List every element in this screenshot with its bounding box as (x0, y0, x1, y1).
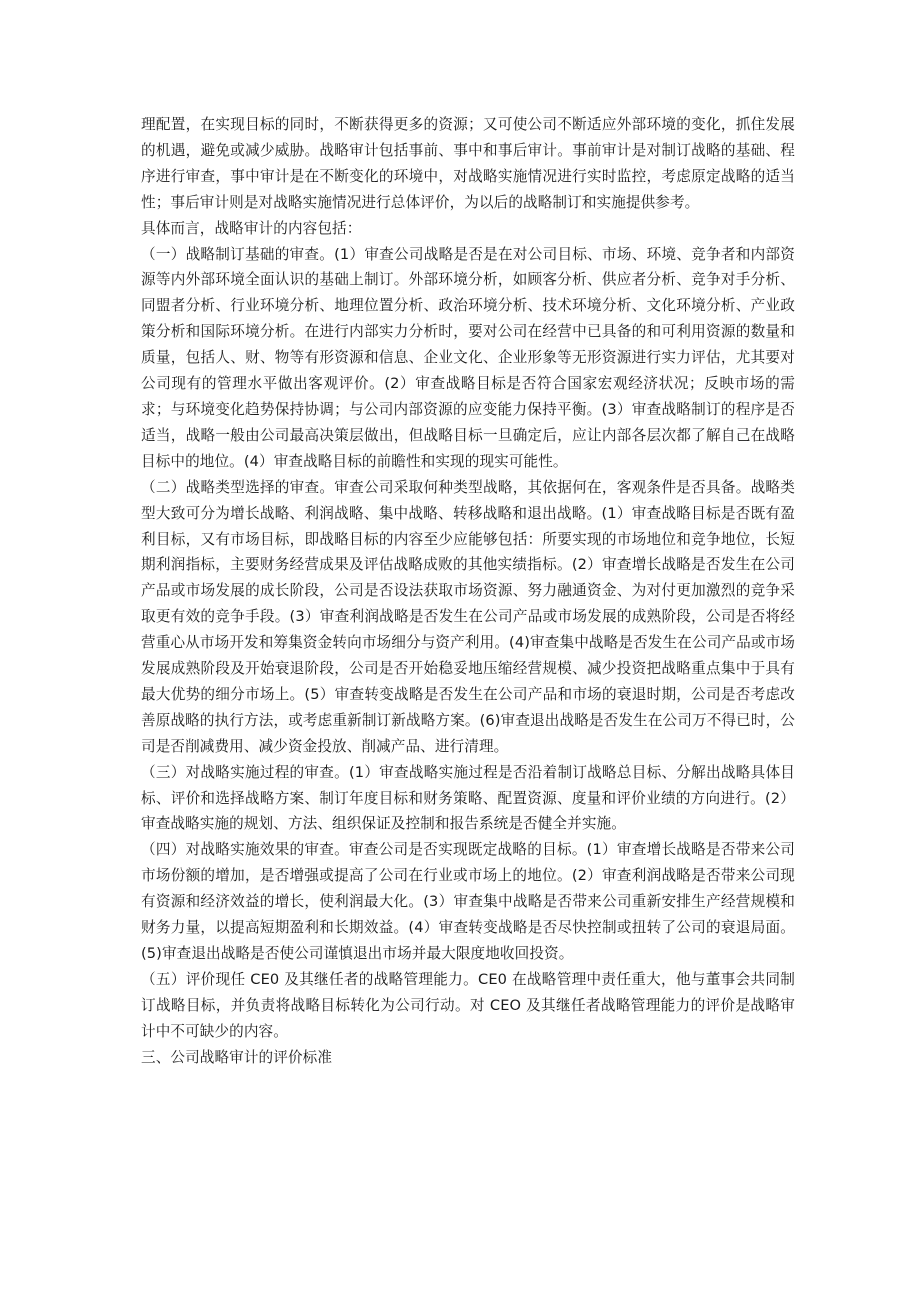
paragraph-section-2: （二）战略类型选择的审查。审查公司采取何种类型战略，其依据何在，客观条件是否具备。战略类型大致可分为增长战略、利润战略、集中战略、转移战略和退出战略。(1）审查战略目标是否既有盈利目标，又有市场目标，即战略目标的内容至少应能够包括：所要实现的市场地位和竞争地位，长短期利润指标，主要财务经营成果及评估战略成败的其他实绩指标。(2）审查增长战略是否发生在公司产品或市场发展的成长阶段，公司是否设法获取市场资源、努力融通资金、为对付更加激烈的竞争采取更有效的竞争手段。(3）审查利润战略是否发生在公司产品或市场发展的成熟阶段，公司是否将经营重心从市场开发和筹集资金转向市场细分与资产利用。(4)审查集中战略是否发生在公司产品或市场发展成熟阶段及开始衰退阶段，公司是否开始稳妥地压缩经营规模、减少投资把战略重点集中于具有最大优势的细分市场上。(5）审查转变战略是否发生在公司产品和市场的衰退时期，公司是否考虑改善原战略的执行方法，或考虑重新制订新战略方案。(6)审查退出战略是否发生在公司万不得已时，公司是否削减费用、减少资金投放、削减产品、进行清理。 (141, 478, 795, 755)
paragraph-section-3: （三）对战略实施过程的审查。(1）审查战略实施过程是否沿着制订战略总目标、分解出战略具体目标、评价和选择战略方案、制订年度目标和财务策略、配置资源、度量和评价业绩的方向进行。(2）审查战略实施的规划、方法、组织保证及控制和报告系统是否健全并实施。 (141, 763, 795, 833)
section-heading: 三、公司战略审计的评价标准 (141, 1048, 333, 1066)
paragraph-section-1: （一）战略制订基础的审查。(1）审查公司战略是否是在对公司目标、市场、环境、竞争者和内部资源等内外部环境全面认识的基础上制订。外部环境分析，如顾客分析、供应者分析、竞争对手分析、同盟者分析、行业环境分析、地理位置分析、政治环境分析、技术环境分析、文化环境分析、产业政策分析和国际环境分析。在进行内部实力分析时，要对公司在经营中已具备的和可利用资源的数量和质量，包括人、财、物等有形资源和信息、企业文化、企业形象等无形资源进行实力评估，尤其要对公司现有的管理水平做出客观评价。(2）审查战略目标是否符合国家宏观经济状况；反映市场的需求；与环境变化趋势保持协调；与公司内部资源的应变能力保持平衡。(3）审查战略制订的程序是否适当，战略一般由公司最高决策层做出，但战略目标一旦确定后，应让内部各层次都了解自己在战略目标中的地位。(4）审查战略目标的前瞻性和实现的现实可能性。 (141, 245, 795, 470)
paragraph-section-5: （五）评价现任 CE0 及其继任者的战略管理能力。CE0 在战略管理中责任重大，他与董事会共同制订战略目标，并负责将战略目标转化为公司行动。对 CEO 及其继任者战略管理能力的评价是战略审计中不可缺少的内容。 (141, 970, 795, 1040)
paragraph-intro: 理配置，在实现目标的同时，不断获得更多的资源；又可使公司不断适应外部环境的变化，抓住发展的机遇，避免或减少威胁。战略审计包括事前、事中和事后审计。事前审计是对制订战略的基础、程序进行审查，事中审计是在不断变化的环境中，对战略实施情况进行实时监控，考虑原定战略的适当性；事后审计则是对战略实施情况进行总体评价，为以后的战略制订和实施提供参考。 (141, 116, 795, 211)
document-body (141, 112, 795, 1071)
paragraph-section-4: （四）对战略实施效果的审查。审查公司是否实现既定战略的目标。(1）审查增长战略是否带来公司市场份额的增加，是否增强或提高了公司在行业或市场上的地位。(2）审查利润战略是否带来公司现有资源和经济效益的增长，使利润最大化。(3）审查集中战略是否带来公司重新安排生产经营规模和财务力量，以提高短期盈利和长期效益。(4）审查转变战略是否尽快控制或扭转了公司的衰退局面。(5)审查退出战略是否使公司谨慎退出市场并最大限度地收回投资。 (141, 841, 795, 962)
paragraph-content-lead: 具体而言，战略审计的内容包括： (141, 219, 362, 237)
